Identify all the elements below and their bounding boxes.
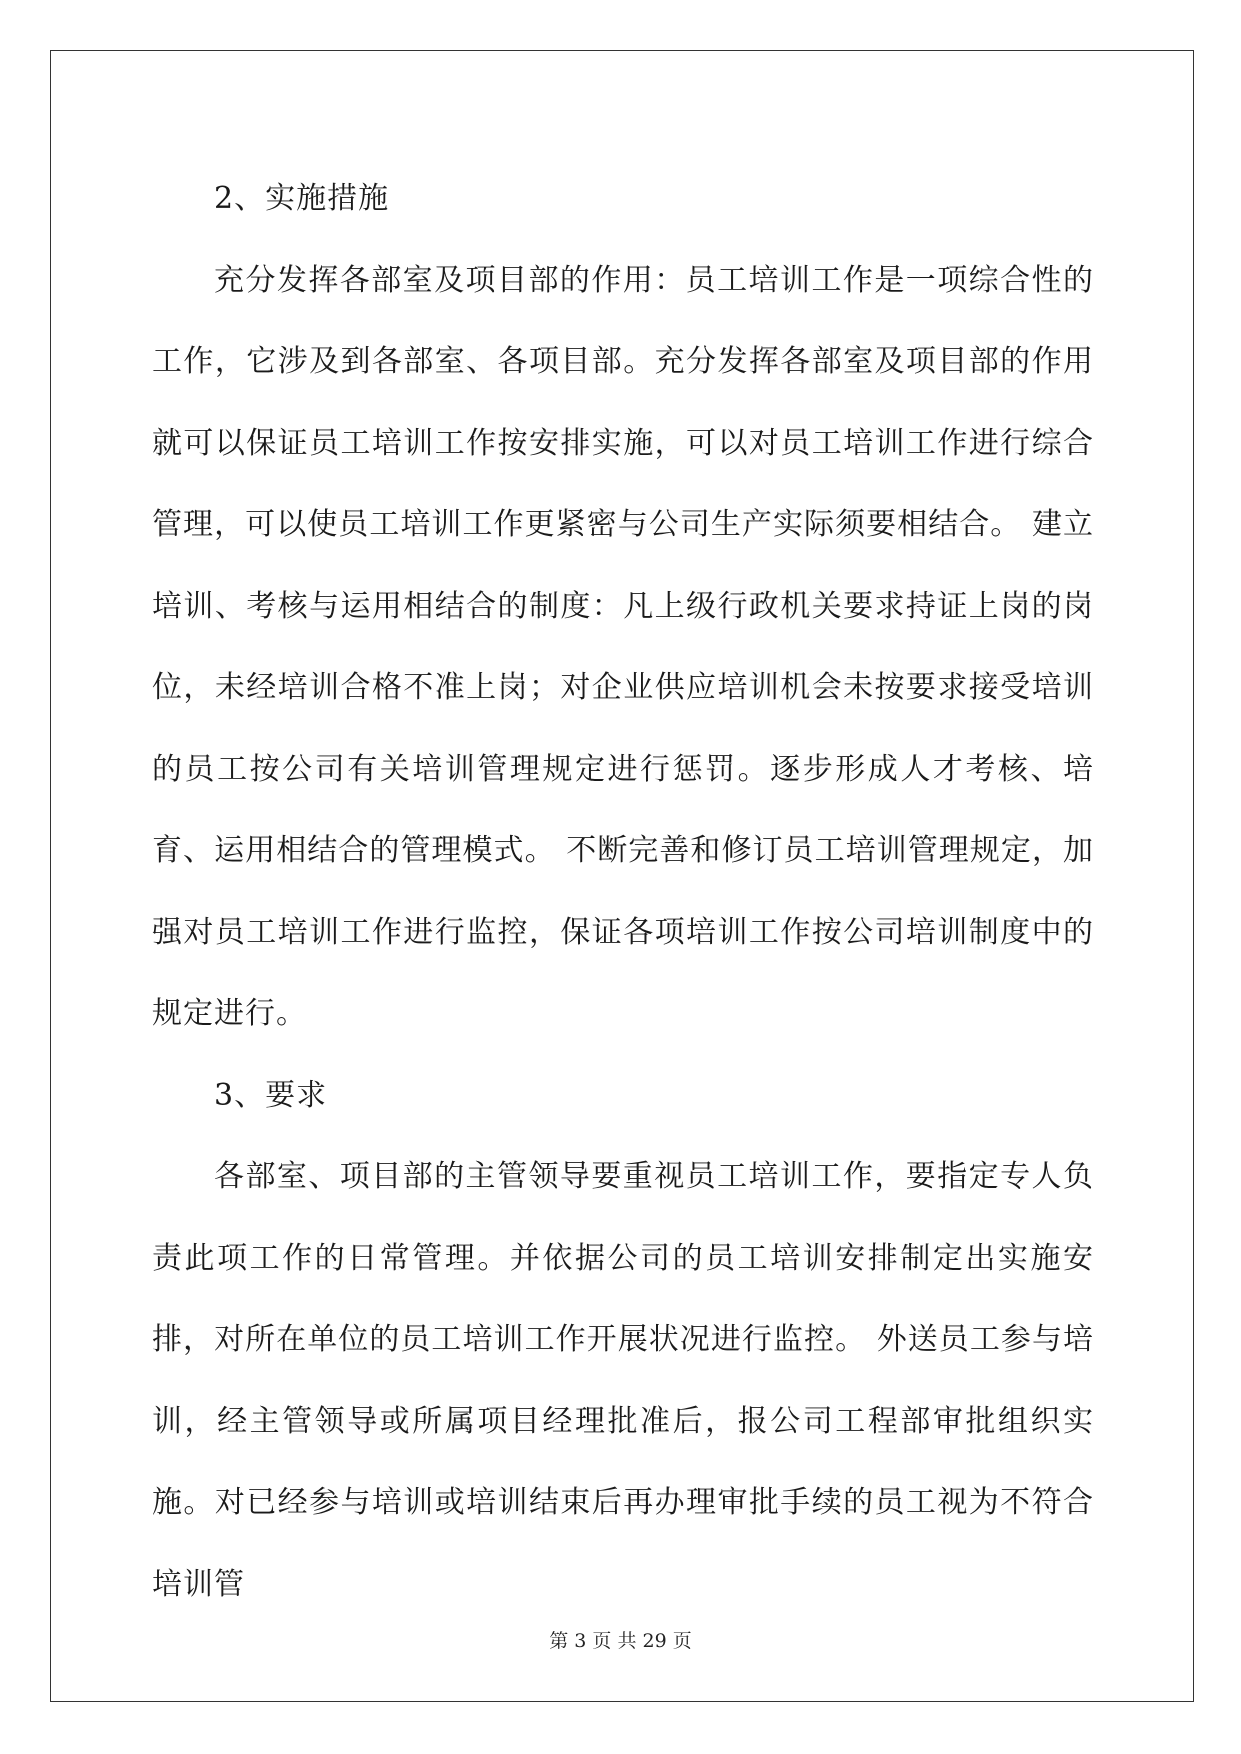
section-3-paragraph: 各部室、项目部的主管领导要重视员工培训工作，要指定专人负责此项工作的日常管理。并依据公司的员工培训安排制定出实施安排，对所在单位的员工培训工作开展状况进行监控。 外送员工参与培训，经主管领导或所属项目经理批准后，报公司工程部审批组织实施。对已经参与培训或培训结束后再办理审批手续的员工视为不符合培训管 (152, 1159, 1094, 1602)
section-2-paragraph: 充分发挥各部室及项目部的作用：员工培训工作是一项综合性的工作，它涉及到各部室、各项目部。充分发挥各部室及项目部的作用就可以保证员工培训工作按安排实施，可以对员工培训工作进行综合管理，可以使员工培训工作更紧密与公司生产实际须要相结合。 建立培训、考核与运用相结合的制度：凡上级行政机关要求持证上岗的岗位，未经培训合格不准上岗；对企业供应培训机会未按要求接受培训的员工按公司有关培训管理规定进行惩罚。逐步形成人才考核、培育、运用相结合的管理模式。 不断完善和修订员工培训管理规定，加强对员工培训工作进行监控，保证各项培训工作按公司培训制度中的规定进行。 (152, 262, 1094, 1031)
section-3-heading: 3、要求 (214, 1077, 328, 1113)
page-number-footer: 第 3 页 共 29 页 (549, 1630, 692, 1652)
section-2-heading: 2、实施措施 (214, 181, 390, 216)
document-body (152, 158, 1094, 1625)
